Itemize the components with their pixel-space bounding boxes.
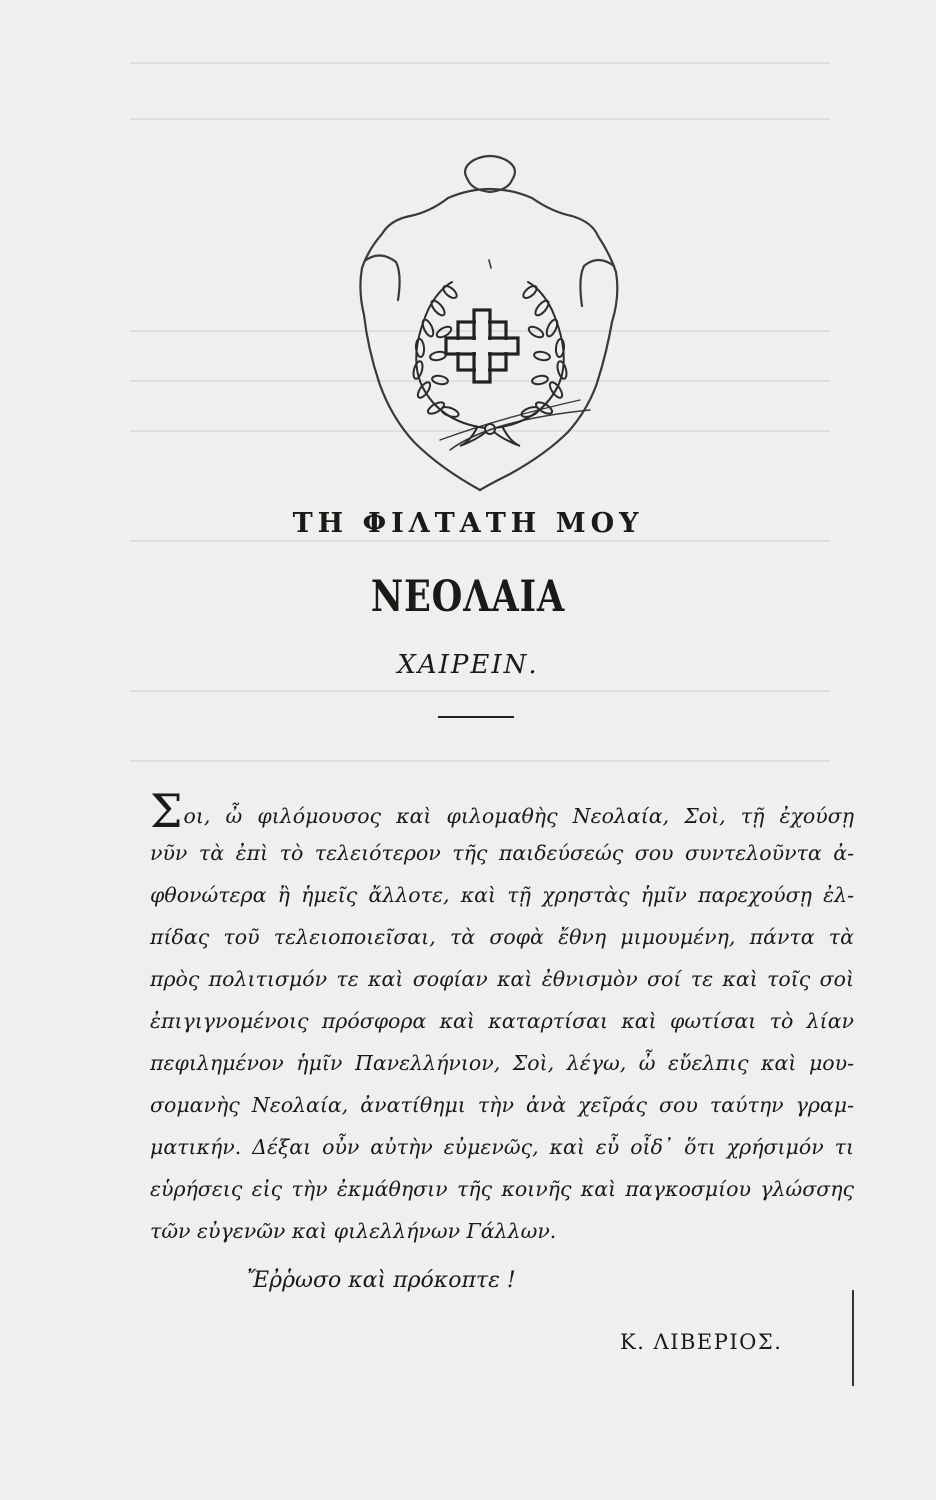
drop-cap: Σ [150,790,183,832]
greeting-line: ΧΑΙΡΕΙΝ. [397,650,539,680]
body-line: νῦν τὰ ἐπὶ τὸ τελειότερον τῆς παιδεύσεώς σου συντελοῦντα ἀ- [150,841,854,865]
body-line: σομανὴς Νεολαία, ἀνατίθημι τὴν ἀνὰ χεῖράς σου ταύτην γραμ- [150,1093,854,1117]
body-line-last: τῶν εὐγενῶν καὶ φιλελλήνων Γάλλων. [150,1219,557,1243]
body-line: ματικήν. Δέξαι οὖν αὐτὴν εὐμενῶς, καὶ εὖ οἶδ᾽ ὅτι χρήσιμόν τι [150,1135,854,1159]
body-line-text: οι, ὦ φιλόμουσος καὶ φιλομαθὴς Νεολαία, Σοὶ, τῇ ἐχούσῃ [183,804,854,828]
closing-salutation: Ἔῤῥωσο καὶ πρόκοπτε ! [247,1268,516,1293]
bleed-through-line [130,760,830,762]
dedication-line-1: ΤΗ ΦΙΛΤΑΤΗ ΜΟΥ [292,508,644,539]
bleed-through-line [130,540,830,542]
author-signature: Κ. ΛΙΒΕΡΙΟΣ. [620,1330,783,1354]
body-line: πρὸς πολιτισμόν τε καὶ σοφίαν καὶ ἐθνισμὸν σοί τε καὶ τοῖς σοὶ [150,967,854,991]
body-line: πεφιλημένον ἡμῖν Πανελλήνιον, Σοὶ, λέγω, ὦ εὔελπις καὶ μου- [150,1051,854,1075]
body-line: πίδας τοῦ τελειοποιεῖσαι, τὰ σοφὰ ἔθνη μιμουμένη, πάντα τὰ [150,925,854,949]
dedication-body [150,790,854,1252]
section-divider [438,716,514,718]
body-line: ἐπιγιγνομένοις πρόσφορα καὶ καταρτίσαι καὶ φωτίσαι τὸ λίαν [150,1009,854,1033]
margin-mark [852,1290,854,1386]
body-line-1 [150,790,854,832]
crest-emblem [340,150,640,500]
bleed-through-line [130,62,830,64]
bleed-through-line [130,690,830,692]
body-line: φθονώτερα ἢ ἡμεῖς ἄλλοτε, καὶ τῇ χρηστὰς ἡμῖν παρεχούσῃ ἐλ- [150,883,854,907]
bleed-through-line [130,118,830,120]
body-line: εὑρήσεις εἰς τὴν ἐκμάθησιν τῆς κοινῆς καὶ παγκοσμίου γλώσσης [150,1177,854,1201]
dedication-title: ΝΕΟΛΑΙΑ [370,572,566,622]
